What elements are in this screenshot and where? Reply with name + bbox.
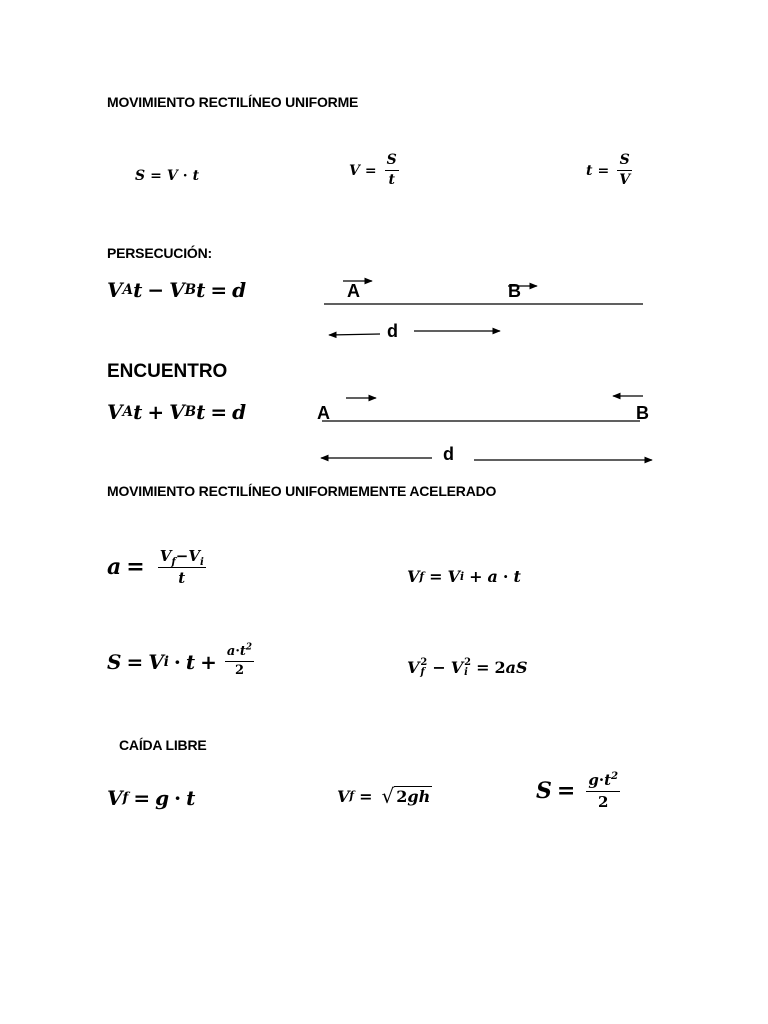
persecucion-label-d: d xyxy=(387,321,398,341)
formula-velocity-squared: V 2 f − V 2 i = 2 a S xyxy=(407,657,528,678)
encuentro-label-a: A xyxy=(317,403,330,423)
formula-mru-velocity: V = $\frac{S}{t}$ xyxy=(349,152,397,189)
persecucion-label-a: A xyxy=(347,281,360,301)
section-title-persecucion: PERSECUCIÓN: xyxy=(107,245,212,261)
section-title-caida-libre: CAÍDA LIBRE xyxy=(119,737,207,753)
distance-arrow-left xyxy=(329,334,380,335)
encuentro-label-d: d xyxy=(443,444,454,464)
formula-acceleration: a = $\frac{V_f-V_i}{t}$ xyxy=(107,547,204,587)
formula-mru-distance: S = V · t xyxy=(135,168,200,184)
formula-persecucion: V A t − V B t = d xyxy=(107,278,247,302)
formula-mru-time: t = $\frac{S}{V}$ xyxy=(586,152,631,189)
section-title-mrua: MOVIMIENTO RECTILÍNEO UNIFORMEMENTE ACELERADO xyxy=(107,483,497,499)
formula-mrua-distance: S = V i · t + $\frac{a\cdot t^2}{2}$ xyxy=(107,642,253,679)
persecucion-label-b: B xyxy=(508,281,521,301)
section-title-mru: MOVIMIENTO RECTILÍNEO UNIFORME xyxy=(107,94,359,110)
encuentro-label-b: B xyxy=(636,403,649,423)
formula-free-fall-velocity-height: V f = √ 2gh xyxy=(337,784,431,808)
formula-free-fall-velocity: V f = g · t xyxy=(107,786,196,810)
formula-final-velocity: V f = V i + a · t xyxy=(407,567,521,586)
section-title-encuentro: ENCUENTRO xyxy=(107,361,228,382)
formula-encuentro: V A t + V B t = d xyxy=(107,400,247,424)
formula-free-fall-distance: S = $\frac{g\cdot t^2}{2}$ xyxy=(536,770,619,811)
